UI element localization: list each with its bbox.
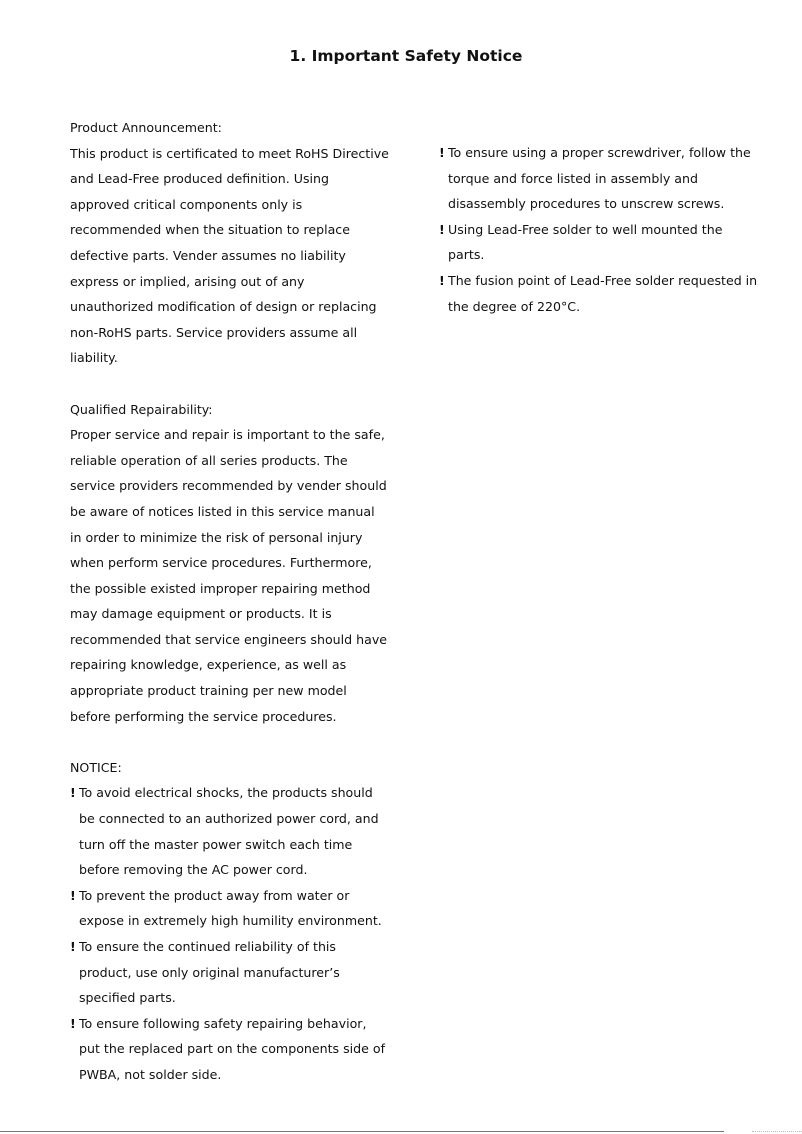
qualified-repairability-heading: Qualified Repairability: [70,401,213,417]
exclamation-icon: ! [70,939,76,954]
spacer [70,729,390,755]
notice-item-text: To ensure following safety repairing behavior, put the replaced part on the components side of PWBA, not solder side. [79,1015,386,1082]
notice-item-text: Using Lead-Free solder to well mounted the parts. [448,221,723,263]
product-announcement-body: This product is certificated to meet RoHS Directive and Lead-Free produced definition. Using approved critical components only is recommended when the situation to replace defective parts. Vender assumes no liability express or implied, arising out of any unauthorized modification of design or replacing non-RoHS parts. Service providers assume all liability. [70,145,389,366]
exclamation-icon: ! [70,1015,76,1031]
exclamation-icon: ! [439,272,445,288]
notice-item [70,883,390,934]
footer-rule [0,1131,724,1132]
footer-rule-tail [752,1131,802,1133]
exclamation-icon: ! [439,221,445,237]
notice-item [70,934,390,1011]
right-column [439,140,759,319]
qualified-repairability-body: Proper service and repair is important to the safe, reliable operation of all series products. The service providers recommended by vender should be aware of notices listed in this service manual in order to minimize the risk of personal injury when perform service procedures. Furthermore, the possible existed improper repairing method may damage equipment or products. It is recommended that service engineers should have repairing knowledge, experience, as well as appropriate product training per new model before performing the service procedures. [70,427,388,724]
product-announcement-heading: Product Announcement: [70,120,222,135]
notice-item [70,1011,390,1088]
page-title: 1. Important Safety Notice [289,47,523,65]
spacer [70,371,390,397]
notice-item-text: To prevent the product away from water or expose in extremely high humility environment. [79,887,382,929]
notice-item-text: To ensure using a proper screwdriver, follow the torque and force listed in assembly and disassembly procedures to unscrew screws. [448,145,751,212]
notice-item [439,217,759,268]
notice-item-text: To ensure the continued reliability of this product, use only original manufacturer’s specified parts. [79,939,340,1006]
exclamation-icon: ! [439,145,445,160]
notice-item-text: The fusion point of Lead-Free solder requested in the degree of 220°C. [448,272,758,314]
notice-item [439,140,759,217]
notice-item [70,780,390,882]
exclamation-icon: ! [70,785,76,801]
left-column [70,115,390,1088]
exclamation-icon: ! [70,887,76,903]
notice-item-text: To avoid electrical shocks, the products should be connected to an authorized power cord, and turn off the master power switch each time before removing the AC power cord. [79,785,379,878]
notice-heading: NOTICE: [70,759,122,775]
notice-item [439,268,759,319]
